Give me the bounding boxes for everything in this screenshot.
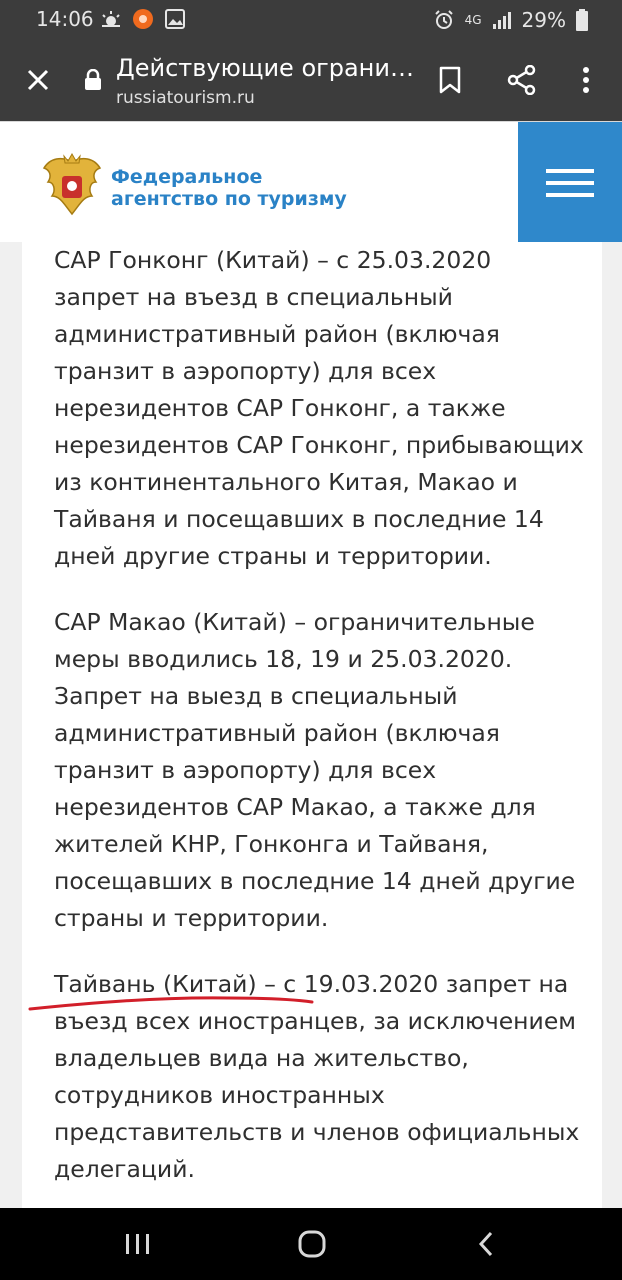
recent-apps-button[interactable] [108,1226,168,1262]
red-underline-annotation [28,985,318,1015]
signal-icon [492,10,512,30]
notification-icons [100,8,186,30]
brand-line-1: Федеральное [111,166,263,188]
app-notification-icon [132,8,154,30]
bookmark-icon [438,66,462,94]
home-icon [298,1230,326,1258]
back-button[interactable] [456,1226,516,1262]
coat-of-arms-logo[interactable] [40,152,104,220]
network-type-icon: 4G [464,13,482,27]
page-url[interactable]: russiatourism.ru [116,88,255,108]
paragraph-hong-kong: САР Гонконг (Китай) – с 25.03.2020 запрет на въезд в специальный административный район (включая транзит в аэропорту) для всех нерезидентов САР Гонконг, а также нерезидентов САР Гонконг, прибывающих из континентального Китая, Макао и Тайваня и посещавших в последние 14 дней другие страны и территории. [54,246,584,570]
close-button[interactable] [18,60,58,100]
system-icons [433,8,588,32]
weather-icon [100,9,122,29]
site-header [0,121,622,243]
battery-icon [576,9,588,31]
paragraph-taiwan: Тайвань (Китай) – с 19.03.2020 запрет на въезд всех иностранцев, за исключением владельцев вида на жительство, сотрудников иностранных представительств и членов официальных делегаций. [54,970,580,1183]
close-icon [26,68,50,92]
home-button[interactable] [282,1226,342,1262]
alarm-icon [433,9,455,31]
status-time: 14:06 [36,7,94,31]
page-title[interactable]: Действующие ограни… [116,54,414,82]
recent-apps-icon [125,1233,151,1255]
browser-toolbar [0,40,622,121]
article-area [0,242,622,1208]
system-navigation-bar [0,1208,622,1280]
gallery-icon [164,8,186,30]
bookmark-button[interactable] [430,60,470,100]
paragraph-macao: САР Макао (Китай) – ограничительные меры вводились 18, 19 и 25.03.2020. Запрет на выезд в специальный административный район (включая транзит в аэропорту) для всех нерезидентов САР Макао, а также для жителей КНР, Гонконга и Тайваня, посещавших в последние 14 дней другие страны и территории. [54,608,576,932]
battery-percentage: 29% [521,8,566,32]
more-vertical-icon [582,66,590,94]
hamburger-menu-button[interactable] [518,122,622,243]
hamburger-icon [546,169,594,197]
share-button[interactable] [502,60,542,100]
share-icon [507,65,537,95]
brand-line-2: агентство по туризму [111,188,347,210]
article-card [22,242,602,1208]
back-chevron-icon [478,1231,494,1257]
more-menu-button[interactable] [566,60,606,100]
brand-name[interactable] [111,166,347,210]
status-bar [0,0,622,40]
lock-icon [84,69,102,91]
